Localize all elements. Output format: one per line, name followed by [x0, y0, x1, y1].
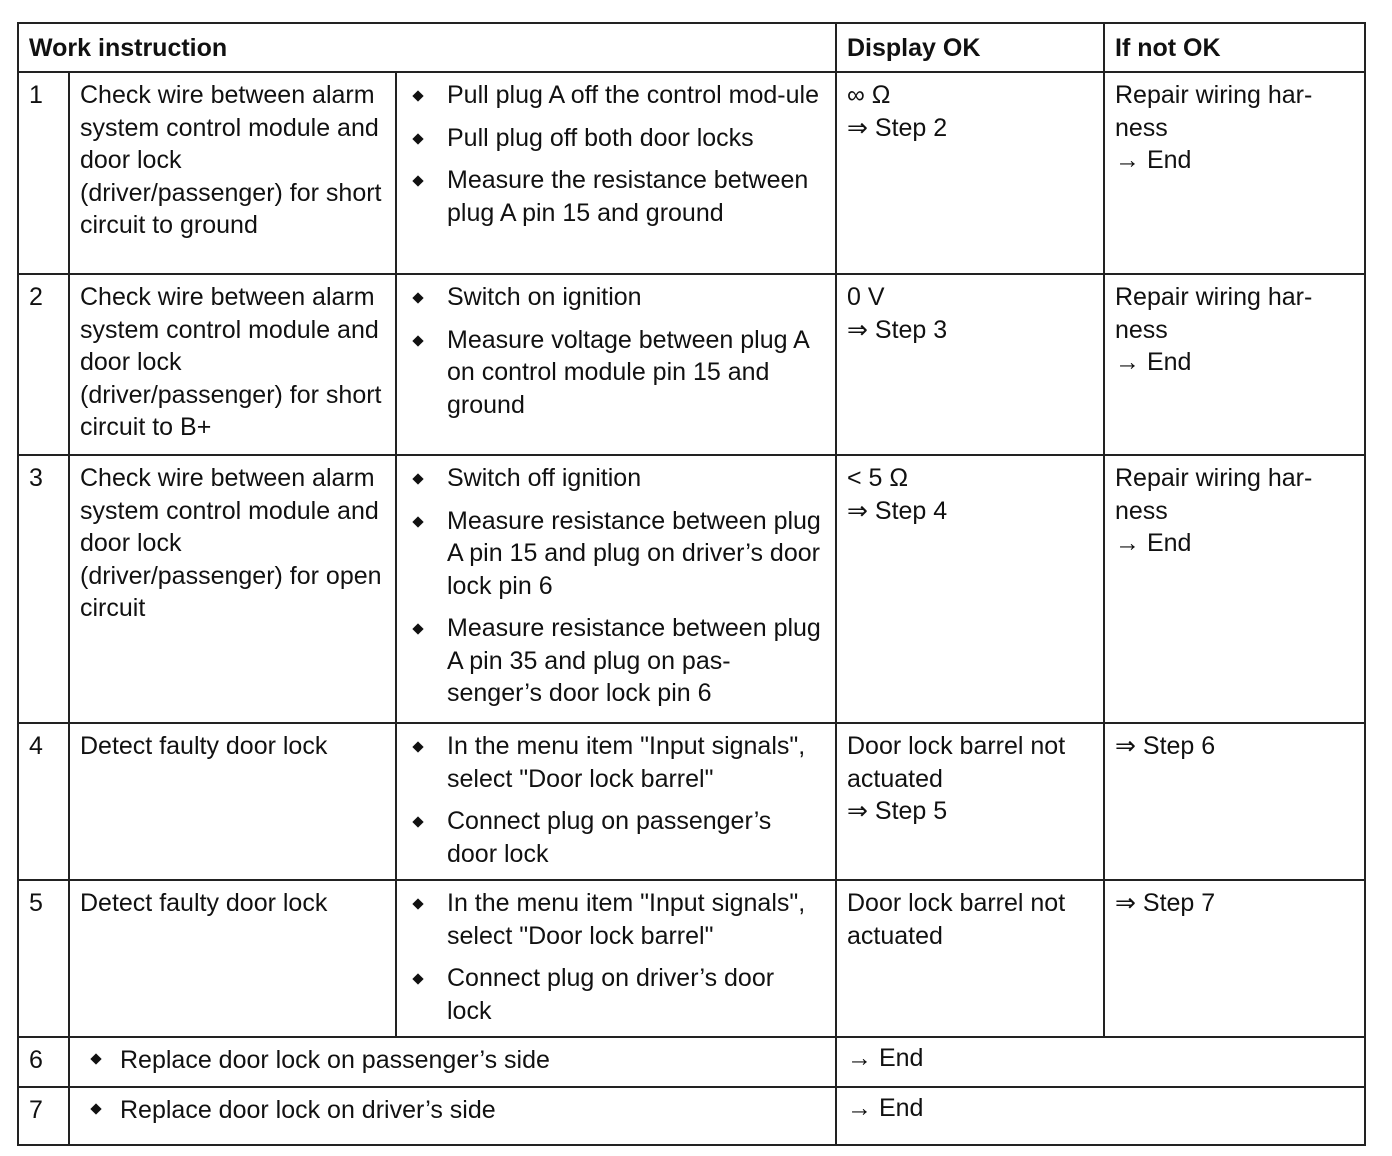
bullet-diamond-icon — [412, 335, 423, 346]
list-item: Measure resistance between plug A pin 15 and plug on driver’s door lock pin 6 — [407, 505, 823, 603]
table-row — [18, 72, 1365, 274]
display-ok-next-step: ⇒ Step 4 — [847, 496, 948, 525]
final-action-cell — [69, 1037, 836, 1087]
bullet-diamond-icon — [412, 516, 423, 527]
if-not-ok-next-step: → End — [1115, 146, 1192, 174]
bullet-diamond-icon — [412, 741, 423, 752]
work-instruction-table — [17, 22, 1366, 1146]
final-action: Replace door lock on driver’s side — [120, 1096, 496, 1124]
display-ok-cell — [836, 72, 1104, 274]
list-item: Connect plug on passenger’s door lock — [407, 805, 823, 870]
header-display-ok: Display OK — [836, 23, 1104, 72]
instruction-steps — [396, 274, 836, 455]
bullet-diamond-icon — [412, 898, 423, 909]
step-number: 1 — [18, 72, 69, 274]
if-not-ok-cell — [1104, 274, 1365, 455]
final-action-cell — [69, 1087, 836, 1145]
display-ok-value: 0 V — [847, 283, 885, 311]
display-ok-cell — [836, 723, 1104, 880]
list-item: In the menu item "Input signals", select "Door lock barrel" — [407, 887, 823, 952]
step-number: 5 — [18, 880, 69, 1037]
table-header-row — [18, 23, 1365, 72]
list-item: Switch off ignition — [407, 462, 823, 495]
if-not-ok-action: Repair wiring har-ness — [1115, 283, 1313, 344]
bullet-diamond-icon — [412, 175, 423, 186]
step-number: 3 — [18, 455, 69, 723]
check-description: Check wire between alarm system control module and door lock (driver/passenger) for short circuit to B+ — [69, 274, 396, 455]
if-not-ok-cell — [1104, 72, 1365, 274]
list-item: Measure resistance between plug A pin 35 and plug on pas-senger’s door lock pin 6 — [407, 612, 823, 710]
instruction-steps — [396, 880, 836, 1037]
if-not-ok-action: Repair wiring har-ness — [1115, 464, 1313, 525]
if-not-ok-cell — [1104, 723, 1365, 880]
table-row — [18, 723, 1365, 880]
bullet-diamond-icon — [412, 292, 423, 303]
table-row — [18, 274, 1365, 455]
check-description: Check wire between alarm system control module and door lock (driver/passenger) for open circuit — [69, 455, 396, 723]
display-ok-cell — [836, 274, 1104, 455]
header-work-instruction: Work instruction — [18, 23, 836, 72]
final-action: Replace door lock on passenger’s side — [120, 1046, 550, 1074]
bullet-diamond-icon — [90, 1104, 101, 1115]
step-number: 6 — [18, 1037, 69, 1087]
final-result: → End — [836, 1037, 1365, 1087]
bullet-diamond-icon — [412, 623, 423, 634]
step-number: 4 — [18, 723, 69, 880]
display-ok-next-step: ⇒ Step 3 — [847, 315, 948, 344]
table-row — [18, 1037, 1365, 1087]
instruction-steps — [396, 72, 836, 274]
display-ok-cell — [836, 880, 1104, 1037]
check-description: Detect faulty door lock — [69, 880, 396, 1037]
if-not-ok-action: Repair wiring har-ness — [1115, 81, 1313, 142]
display-ok-value: Door lock barrel not actuated — [847, 889, 1066, 950]
work-instruction-table-sheet — [17, 22, 1364, 1146]
table-row — [18, 455, 1365, 723]
list-item: Pull plug off both door locks — [407, 122, 823, 155]
header-if-not-ok: If not OK — [1104, 23, 1365, 72]
if-not-ok-cell — [1104, 455, 1365, 723]
bullet-diamond-icon — [412, 473, 423, 484]
instruction-steps — [396, 455, 836, 723]
list-item: Measure the resistance between plug A pin 15 and ground — [407, 164, 823, 229]
final-result: → End — [836, 1087, 1365, 1145]
check-description: Detect faulty door lock — [69, 723, 396, 880]
instruction-steps — [396, 723, 836, 880]
display-ok-next-step: ⇒ Step 5 — [847, 797, 948, 825]
bullet-diamond-icon — [412, 973, 423, 984]
step-number: 7 — [18, 1087, 69, 1145]
display-ok-next-step: ⇒ Step 2 — [847, 113, 948, 142]
table-row — [18, 1087, 1365, 1145]
list-item: In the menu item "Input signals", select "Door lock barrel" — [407, 730, 823, 795]
list-item: Switch on ignition — [407, 281, 823, 314]
if-not-ok-next-step: ⇒ Step 6 — [1115, 732, 1216, 760]
display-ok-value: ∞ Ω — [847, 81, 891, 109]
if-not-ok-next-step: → End — [1115, 529, 1192, 557]
check-description: Check wire between alarm system control module and door lock (driver/passenger) for short circuit to ground — [69, 72, 396, 274]
display-ok-cell — [836, 455, 1104, 723]
list-item: Measure voltage between plug A on control module pin 15 and ground — [407, 324, 823, 422]
bullet-diamond-icon — [412, 90, 423, 101]
display-ok-value: Door lock barrel not actuated — [847, 732, 1066, 793]
step-number: 2 — [18, 274, 69, 455]
bullet-diamond-icon — [412, 133, 423, 144]
bullet-diamond-icon — [90, 1054, 101, 1065]
list-item: Connect plug on driver’s door lock — [407, 962, 823, 1027]
if-not-ok-next-step: ⇒ Step 7 — [1115, 889, 1216, 917]
bullet-diamond-icon — [412, 816, 423, 827]
list-item: Pull plug A off the control mod-ule — [407, 79, 823, 112]
if-not-ok-next-step: → End — [1115, 348, 1192, 376]
if-not-ok-cell — [1104, 880, 1365, 1037]
table-row — [18, 880, 1365, 1037]
display-ok-value: < 5 Ω — [847, 464, 909, 492]
